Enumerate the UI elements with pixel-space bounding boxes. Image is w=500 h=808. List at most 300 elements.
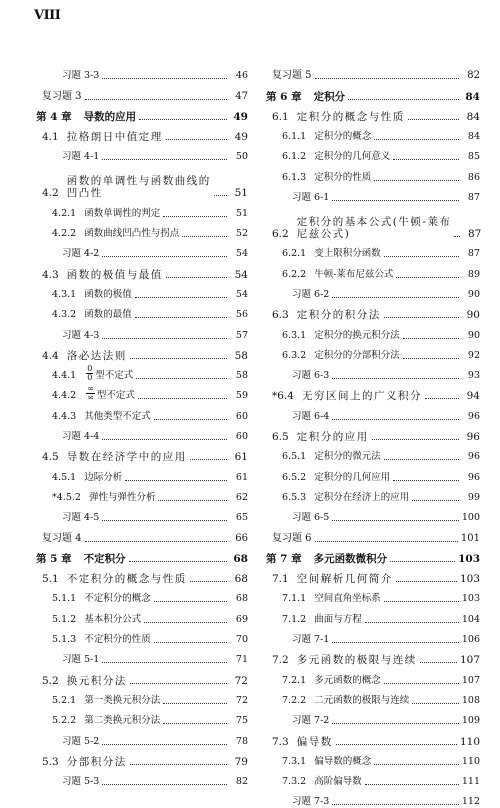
toc-entry-page: 109	[461, 715, 480, 727]
dot-leader	[454, 236, 460, 237]
toc-entry-page: 108	[461, 694, 480, 706]
toc-entry-title: 曲面与方程	[314, 613, 362, 625]
toc-entry[interactable]	[266, 727, 480, 747]
toc-entry-number: 第 6 章	[266, 90, 302, 103]
toc-entry-number: 7.3.1	[282, 755, 307, 767]
toc-entry-page: 66	[235, 532, 248, 544]
toc-entry[interactable]	[36, 768, 248, 788]
toc-entry-title: 其他类型不定式	[84, 410, 151, 422]
toc-entry-title: 拉格朗日中值定理	[66, 131, 163, 144]
toc-entry[interactable]	[36, 362, 248, 382]
dot-leader	[396, 581, 457, 582]
toc-entry[interactable]	[266, 646, 480, 666]
dot-leader	[214, 195, 227, 196]
toc-entry-title: 边际分析	[84, 471, 123, 483]
toc-entry[interactable]	[266, 605, 480, 625]
toc-entry-title: 定积分的性质	[314, 171, 372, 183]
toc-entry-title: 定积分的换元积分法	[314, 329, 400, 341]
toc-entry[interactable]	[266, 423, 480, 443]
toc-entry-page: 61	[234, 451, 248, 464]
dot-leader	[138, 398, 227, 399]
dot-leader	[384, 683, 459, 684]
toc-entry-page: 82	[467, 70, 480, 82]
page-number: VIII	[34, 8, 61, 23]
toc-entry-title: 习题 6-1	[292, 192, 330, 204]
toc-left-column	[36, 62, 248, 788]
toc-entry[interactable]	[266, 362, 480, 382]
toc-entry[interactable]	[36, 646, 248, 666]
toc-entry[interactable]	[36, 220, 248, 240]
toc-entry[interactable]	[36, 382, 248, 402]
toc-entry-page: 59	[235, 390, 248, 402]
dot-leader	[163, 723, 227, 724]
toc-entry-title: 变上限积分函数	[314, 248, 381, 260]
dot-leader	[408, 119, 459, 120]
toc-entry-title: 高阶偏导数	[314, 776, 362, 788]
toc-entry-page: 104	[461, 613, 480, 625]
toc-entry-title: 牛顿-莱布尼兹公式	[314, 268, 394, 280]
toc-entry[interactable]	[266, 707, 480, 727]
toc-entry[interactable]	[36, 443, 248, 463]
toc-entry-number: 4.3.1	[52, 288, 77, 300]
toc-entry-title: 复习题 3	[42, 90, 82, 102]
dot-leader	[102, 256, 227, 257]
dot-leader	[412, 500, 459, 501]
toc-entry-page: 103	[458, 552, 480, 565]
toc-entry[interactable]	[266, 163, 480, 183]
toc-entry-title: 习题 6-2	[292, 288, 330, 300]
toc-entry[interactable]	[36, 727, 248, 747]
dot-leader	[332, 804, 459, 805]
toc-entry-title: 习题 5-2	[62, 735, 100, 747]
toc-entry-number: 5.2.1	[52, 694, 77, 706]
dot-leader	[348, 99, 459, 100]
toc-entry[interactable]	[36, 240, 248, 260]
toc-entry-title: 导数在经济学中的应用	[66, 451, 187, 464]
toc-entry-number: 6.5	[272, 431, 289, 444]
dot-leader	[154, 642, 227, 643]
toc-entry-number: 6.2.1	[282, 248, 307, 260]
dot-leader	[102, 784, 227, 785]
toc-entry[interactable]	[266, 666, 480, 686]
toc-entry-title: 分部积分法	[66, 755, 127, 768]
toc-entry-page: 84	[467, 131, 480, 143]
fraction-symbol	[86, 365, 93, 382]
toc-entry-title: 定积分的微元法	[314, 451, 381, 463]
toc-entry-title: 定积分的基本公式(牛顿-莱布	[296, 216, 452, 229]
toc-entry-number: 7.2.1	[282, 674, 307, 686]
toc-entry[interactable]	[36, 143, 248, 163]
toc-entry-number: *4.5.2	[52, 491, 81, 503]
toc-entry-page: 72	[235, 694, 248, 706]
toc-entry[interactable]	[36, 260, 248, 280]
dot-leader	[315, 541, 458, 542]
toc-entry[interactable]	[36, 565, 248, 585]
dot-leader	[125, 480, 227, 481]
fraction-numerator: ∞	[87, 384, 94, 394]
toc-entry[interactable]	[266, 524, 480, 544]
toc-entry[interactable]	[36, 423, 248, 443]
toc-entry-page: 51	[234, 187, 248, 200]
toc-entry-title: 习题 3-3	[62, 70, 100, 82]
toc-entry-title: 函数单调性的判定	[84, 207, 161, 219]
fraction-numerator: 0	[87, 364, 93, 374]
toc-entry-page: 54	[234, 268, 248, 281]
toc-entry-page: 90	[467, 288, 480, 300]
dot-leader	[129, 561, 227, 562]
toc-entry-page: 68	[233, 552, 248, 565]
toc-entry-title: 习题 4-4	[62, 431, 100, 443]
dot-leader	[390, 561, 455, 562]
dot-leader	[384, 459, 459, 460]
dot-leader	[374, 139, 459, 140]
dot-leader	[158, 500, 227, 501]
toc-entry-title: 空间解析几何简介	[296, 573, 393, 586]
toc-entry-number: 4.5.1	[52, 471, 77, 483]
dot-leader	[190, 459, 227, 460]
dot-leader	[403, 358, 459, 359]
toc-entry-title: 偏导数的概念	[314, 755, 372, 767]
toc-entry[interactable]	[36, 504, 248, 524]
toc-entry[interactable]	[266, 260, 480, 280]
dot-leader	[374, 764, 459, 765]
toc-entry[interactable]	[266, 240, 480, 260]
toc-entry-page: 54	[235, 248, 248, 260]
toc-entry[interactable]	[36, 402, 248, 422]
toc-entry[interactable]	[266, 585, 480, 605]
dot-leader	[85, 99, 227, 100]
toc-entry-number: 4.2.1	[52, 207, 77, 219]
toc-entry[interactable]	[36, 585, 248, 605]
dot-leader	[365, 784, 459, 785]
dot-leader	[102, 78, 227, 79]
toc-entry-number: 6.2.2	[282, 268, 307, 280]
dot-leader	[332, 520, 459, 521]
toc-entry-page: 68	[235, 593, 248, 605]
toc-entry-title: 习题 5-1	[62, 654, 100, 666]
toc-entry-number: 6.1	[272, 110, 289, 123]
toc-entry-title: 复习题 4	[42, 532, 82, 544]
toc-entry[interactable]	[266, 626, 480, 646]
dot-leader	[144, 622, 227, 623]
toc-entry[interactable]	[36, 281, 248, 301]
toc-entry-page: 71	[235, 654, 248, 666]
toc-entry-title-continued: 凹凸性	[66, 187, 103, 200]
toc-entry-number: 4.3.2	[52, 309, 77, 321]
dot-leader	[139, 119, 227, 120]
toc-entry[interactable]	[266, 281, 480, 301]
toc-entry-number: 6.1.2	[282, 151, 307, 163]
toc-entry[interactable]	[36, 707, 248, 727]
toc-entry-page: 87	[467, 192, 480, 204]
toc-entry[interactable]	[36, 62, 248, 82]
toc-entry-page: 101	[460, 532, 480, 544]
toc-entry-page: 85	[467, 151, 480, 163]
toc-entry[interactable]	[266, 62, 480, 82]
dot-leader	[425, 398, 459, 399]
toc-entry-number: 6.3	[272, 309, 289, 322]
toc-entry-page: 96	[467, 410, 480, 422]
toc-entry-title: 不定积分的概念	[84, 593, 151, 605]
dot-leader	[102, 744, 227, 745]
dot-leader	[102, 662, 227, 663]
toc-entry-page: 49	[234, 131, 248, 144]
toc-entry-page: 47	[235, 90, 248, 102]
toc-entry-page: 51	[235, 207, 248, 219]
toc-entry-page: 58	[235, 370, 248, 382]
toc-entry[interactable]	[266, 301, 480, 321]
toc-entry-number: 第 4 章	[36, 110, 72, 123]
toc-entry[interactable]	[36, 748, 248, 768]
dot-leader	[130, 683, 227, 684]
toc-entry-title: 复习题 6	[272, 532, 312, 544]
toc-entry[interactable]	[266, 565, 480, 585]
dot-leader	[420, 662, 457, 663]
dot-leader	[412, 703, 459, 704]
toc-entry[interactable]	[266, 382, 480, 402]
toc-entry[interactable]	[266, 748, 480, 768]
toc-entry-page: 60	[235, 410, 248, 422]
toc-entry-number: 4.2	[42, 187, 59, 200]
toc-entry-number: 4.4	[42, 349, 59, 362]
toc-entry-number: 7.2.2	[282, 694, 307, 706]
dot-leader	[332, 723, 459, 724]
toc-entry-page: 90	[466, 309, 480, 322]
toc-entry[interactable]	[36, 626, 248, 646]
toc-entry[interactable]	[266, 184, 480, 204]
toc-entry-page: 96	[467, 451, 480, 463]
toc-entry[interactable]	[36, 342, 248, 362]
toc-entry-title: 换元积分法	[66, 674, 127, 687]
dot-leader	[130, 358, 227, 359]
toc-entry-title: 基本积分公式	[84, 613, 142, 625]
toc-entry-title: 定积分的几何应用	[314, 471, 391, 483]
toc-entry-title: 函数曲线凹凸性与拐点	[84, 228, 180, 240]
toc-entry-title: 弹性与弹性分析	[88, 491, 156, 503]
toc-entry[interactable]	[266, 402, 480, 422]
toc-entry-number: 第 7 章	[266, 552, 302, 565]
toc-entry[interactable]	[36, 484, 248, 504]
toc-entry-page: 103	[459, 573, 480, 586]
dot-leader	[135, 317, 227, 318]
toc-entry-title: 习题 4-1	[62, 151, 100, 163]
toc-entry[interactable]	[36, 199, 248, 219]
dot-leader	[102, 520, 227, 521]
toc-entry-page: 52	[235, 228, 248, 240]
toc-entry-title-continued: 尼兹公式)	[296, 228, 351, 241]
fraction-denominator: ∞	[87, 393, 94, 403]
dot-leader	[130, 764, 227, 765]
dot-leader	[374, 180, 459, 181]
dot-leader	[85, 541, 227, 542]
toc-entry-title: 定积分的应用	[296, 431, 369, 444]
toc-entry[interactable]	[266, 123, 480, 143]
toc-entry[interactable]	[266, 82, 480, 102]
dot-leader	[396, 277, 459, 278]
dot-leader	[102, 338, 227, 339]
dot-leader	[393, 159, 459, 160]
toc-entry-number: 5.2	[42, 674, 59, 687]
toc-entry-title: 习题 6-5	[292, 512, 330, 524]
toc-entry-title: 洛必达法则	[66, 349, 127, 362]
dot-leader	[135, 297, 227, 298]
toc-entry-number: 5.1.1	[52, 593, 77, 605]
toc-entry[interactable]	[266, 342, 480, 362]
toc-entry-page: 61	[235, 471, 248, 483]
toc-entry-page: 92	[467, 349, 480, 361]
toc-entry-title: 定积分	[313, 90, 346, 103]
toc-entry-page: 82	[235, 776, 248, 788]
toc-entry-title: 定积分的分部积分法	[314, 349, 400, 361]
toc-entry-number: 6.5.1	[282, 451, 307, 463]
toc-entry[interactable]	[266, 204, 480, 240]
toc-entry[interactable]	[266, 545, 480, 565]
toc-entry[interactable]	[36, 82, 248, 102]
dot-leader	[332, 378, 459, 379]
toc-entry[interactable]	[266, 768, 480, 788]
toc-entry-page: 103	[461, 593, 480, 605]
dot-leader	[332, 419, 459, 420]
toc-entry-page: 99	[467, 491, 480, 503]
toc-entry-title: 定积分的概念与性质	[296, 110, 405, 123]
toc-entry[interactable]	[36, 605, 248, 625]
toc-entry-number: 6.5.3	[282, 491, 307, 503]
toc-entry-page: 110	[461, 755, 480, 767]
toc-entry-title: 型不定式	[96, 390, 135, 402]
toc-entry-page: 75	[235, 715, 248, 727]
toc-entry[interactable]	[266, 788, 480, 808]
toc-entry-page: 57	[235, 329, 248, 341]
toc-entry-number: 4.5	[42, 451, 59, 464]
toc-entry-title: 习题 7-2	[292, 715, 330, 727]
toc-entry-number: 6.3.2	[282, 349, 307, 361]
toc-entry-title: 习题 7-3	[292, 796, 330, 808]
toc-entry-title: 第二类换元积分法	[84, 715, 161, 727]
toc-entry-page: 69	[235, 613, 248, 625]
toc-entry-title: 函数的极值与最值	[66, 268, 163, 281]
toc-entry-page: 106	[461, 634, 480, 646]
toc-entry-page: 78	[235, 735, 248, 747]
toc-entry-page: 46	[235, 70, 248, 82]
toc-entry-title: 习题 4-2	[62, 248, 100, 260]
toc-entry-title: 无穷区间上的广义积分	[301, 390, 422, 403]
dot-leader	[365, 622, 459, 623]
dot-leader	[166, 277, 227, 278]
toc-entry-number: 第 5 章	[36, 552, 72, 565]
toc-entry-number: 6.3.1	[282, 329, 307, 341]
toc-entry-number: 7.3	[272, 735, 289, 748]
toc-entry[interactable]	[36, 687, 248, 707]
toc-entry[interactable]	[266, 504, 480, 524]
toc-entry-page: 68	[234, 573, 248, 586]
toc-entry[interactable]	[36, 321, 248, 341]
dot-leader	[384, 601, 459, 602]
toc-entry-title: 不定积分的性质	[84, 634, 151, 646]
dot-leader	[315, 78, 459, 79]
toc-entry-title: 不定积分的概念与性质	[66, 573, 187, 586]
toc-entry-number: 5.3	[42, 755, 59, 768]
toc-entry-title: 定积分在经济上的应用	[314, 491, 410, 503]
toc-entry-number: 4.3	[42, 268, 59, 281]
toc-entry[interactable]	[36, 123, 248, 143]
toc-entry-number: 6.1.1	[282, 131, 307, 143]
toc-entry[interactable]	[36, 524, 248, 544]
toc-entry-title: 复习题 5	[272, 70, 312, 82]
toc-entry-page: 62	[235, 491, 248, 503]
dot-leader	[154, 419, 227, 420]
toc-entry-page: 70	[235, 634, 248, 646]
dot-leader	[384, 256, 459, 257]
toc-entry-title: 多元函数的概念	[314, 674, 381, 686]
toc-entry-title: 定积分的积分法	[296, 309, 381, 322]
toc-entry-number: 5.1.2	[52, 613, 77, 625]
toc-entry-page: 90	[467, 329, 480, 341]
toc-entry-number: 5.1.3	[52, 634, 77, 646]
toc-entry-number: 4.1	[42, 131, 59, 144]
toc-entry-number: *6.4	[272, 390, 294, 403]
toc-entry-title: 多元函数微积分	[313, 552, 388, 565]
dot-leader	[102, 159, 227, 160]
toc-entry[interactable]	[36, 666, 248, 686]
toc-entry[interactable]	[266, 687, 480, 707]
dot-leader	[163, 216, 227, 217]
dot-leader	[336, 744, 457, 745]
toc-entry-page: 112	[461, 796, 480, 808]
toc-entry[interactable]	[36, 103, 248, 123]
toc-entry[interactable]	[36, 163, 248, 199]
toc-entry-title: 函数的极值	[84, 288, 132, 300]
fraction-denominator: 0	[87, 373, 93, 383]
toc-entry-number: 4.4.2	[52, 390, 77, 402]
toc-entry[interactable]	[36, 463, 248, 483]
toc-entry-number: 7.1.1	[282, 593, 307, 605]
toc-entry[interactable]	[266, 484, 480, 504]
toc-entry-number: 6.5.2	[282, 471, 307, 483]
toc-entry-title: 二元函数的极限与连续	[314, 694, 410, 706]
toc-entry[interactable]	[36, 545, 248, 565]
toc-entry-number: 4.4.1	[52, 370, 77, 382]
toc-entry-title: 不定积分	[83, 552, 126, 565]
toc-entry[interactable]	[266, 443, 480, 463]
toc-entry[interactable]	[266, 103, 480, 123]
toc-entry-page: 58	[234, 349, 248, 362]
toc-entry-number: 7.1	[272, 573, 289, 586]
dot-leader	[163, 703, 227, 704]
toc-entry-page: 84	[466, 110, 480, 123]
dot-leader	[332, 200, 459, 201]
dot-leader	[332, 642, 459, 643]
dot-leader	[102, 439, 227, 440]
toc-entry-title: 习题 4-5	[62, 512, 100, 524]
toc-entry-number: 5.1	[42, 573, 59, 586]
toc-entry[interactable]	[36, 301, 248, 321]
toc-right-column	[266, 62, 480, 808]
toc-entry-page: 54	[235, 288, 248, 300]
toc-entry[interactable]	[266, 143, 480, 163]
toc-entry-title: 习题 5-3	[62, 776, 100, 788]
toc-entry-page: 93	[467, 370, 480, 382]
toc-entry[interactable]	[266, 463, 480, 483]
toc-entry-title: 习题 7-1	[292, 634, 330, 646]
toc-entry-page: 89	[467, 268, 480, 280]
toc-entry-page: 110	[459, 735, 480, 748]
toc-entry-page: 87	[467, 228, 482, 241]
toc-entry-title: 导数的应用	[83, 110, 137, 123]
toc-entry[interactable]	[266, 321, 480, 341]
dot-leader	[166, 139, 227, 140]
toc-entry-page: 96	[466, 431, 480, 444]
toc-entry-title: 习题 4-3	[62, 329, 100, 341]
